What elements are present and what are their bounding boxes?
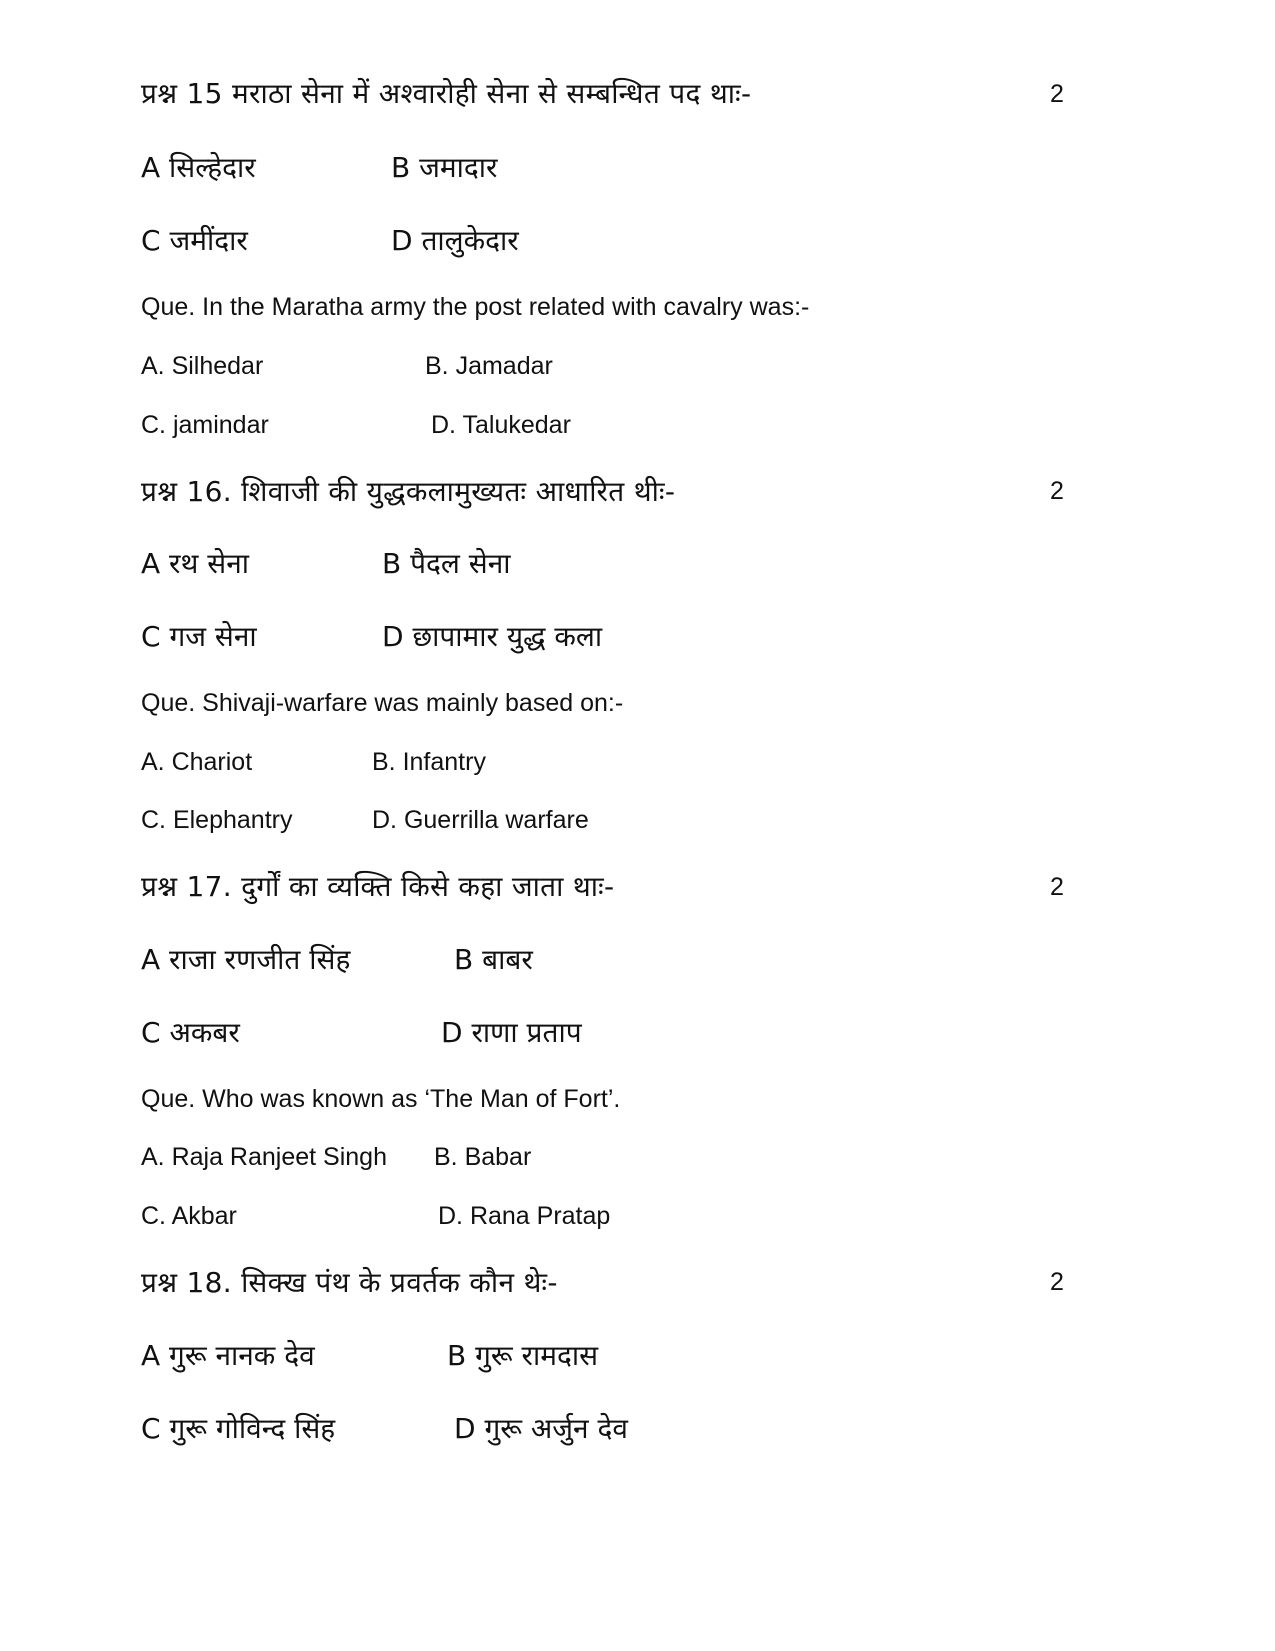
question-16-english: Que. Shivaji-warfare was mainly based on:- bbox=[141, 689, 624, 717]
q16-hindi-option-b: B पैदल सेना bbox=[382, 547, 511, 580]
q15-hindi-option-a: A सिल्हेदार bbox=[141, 151, 256, 184]
q18-hindi-option-a: A गुरू नानक देव bbox=[141, 1339, 315, 1372]
question-16-marks: 2 bbox=[1050, 477, 1064, 505]
q17-english-option-b: B. Babar bbox=[434, 1143, 532, 1171]
q16-english-option-b: B. Infantry bbox=[372, 748, 486, 776]
question-18-marks: 2 bbox=[1050, 1268, 1064, 1296]
q16-english-option-c: C. Elephantry bbox=[141, 806, 293, 834]
q17-hindi-option-d: D राणा प्रताप bbox=[441, 1016, 582, 1049]
q17-hindi-option-b: B बाबर bbox=[454, 943, 533, 976]
question-17-marks: 2 bbox=[1050, 873, 1064, 901]
q15-hindi-option-d: D तालुकेदार bbox=[391, 224, 519, 257]
question-15-english: Que. In the Maratha army the post related with cavalry was:- bbox=[141, 293, 810, 321]
q17-hindi-option-c: C अकबर bbox=[141, 1016, 240, 1049]
q18-hindi-option-b: B गुरू रामदास bbox=[447, 1339, 599, 1372]
q18-hindi-option-c: C गुरू गोविन्द सिंह bbox=[141, 1412, 336, 1445]
q15-hindi-option-c: C जमींदार bbox=[141, 224, 248, 257]
q15-english-option-c: C. jamindar bbox=[141, 411, 269, 439]
question-17-hindi: प्रश्न 17. दुर्गों का व्यक्ति किसे कहा जाता थाः- bbox=[141, 870, 615, 903]
q16-english-option-d: D. Guerrilla warfare bbox=[372, 806, 589, 834]
q15-english-option-b: B. Jamadar bbox=[425, 352, 553, 380]
q15-hindi-option-b: B जमादार bbox=[391, 151, 498, 184]
q17-hindi-option-a: A राजा रणजीत सिंह bbox=[141, 943, 351, 976]
q16-hindi-option-c: C गज सेना bbox=[141, 620, 257, 653]
q15-english-option-a: A. Silhedar bbox=[141, 352, 264, 380]
q15-english-option-d: D. Talukedar bbox=[431, 411, 571, 439]
q17-english-option-a: A. Raja Ranjeet Singh bbox=[141, 1143, 387, 1171]
question-18-hindi: प्रश्न 18. सिक्ख पंथ के प्रवर्तक कौन थेः- bbox=[141, 1266, 558, 1299]
q16-hindi-option-a: A रथ सेना bbox=[141, 547, 250, 580]
q17-english-option-d: D. Rana Pratap bbox=[438, 1202, 611, 1230]
q18-hindi-option-d: D गुरू अर्जुन देव bbox=[454, 1412, 628, 1445]
q17-english-option-c: C. Akbar bbox=[141, 1202, 237, 1230]
q16-hindi-option-d: D छापामार युद्ध कला bbox=[382, 620, 603, 653]
question-15-hindi: प्रश्न 15 मराठा सेना में अश्वारोही सेना से सम्बन्धित पद थाः- bbox=[141, 77, 752, 110]
question-16-hindi: प्रश्न 16. शिवाजी की युद्धकलामुख्यतः आधारित थीः- bbox=[141, 475, 676, 508]
question-15-marks: 2 bbox=[1050, 80, 1064, 108]
question-17-english: Que. Who was known as ‘The Man of Fort’. bbox=[141, 1085, 621, 1113]
q16-english-option-a: A. Chariot bbox=[141, 748, 253, 776]
